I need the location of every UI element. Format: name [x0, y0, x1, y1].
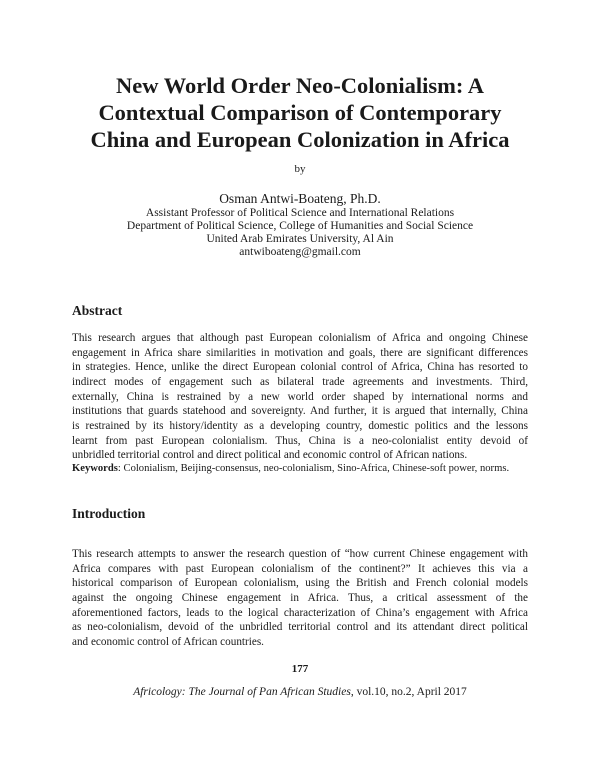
abstract-line: institutions that guards statehood and sovereignty. And further, it is argued that internally, China: [72, 405, 528, 418]
introduction-line: This research attempts to answer the research question of “how current Chinese engagement with: [72, 548, 528, 560]
abstract-line: This research argues that although past European colonialism of Africa and ongoing Chinese: [72, 332, 528, 344]
author-name: Osman Antwi-Boateng, Ph.D.: [219, 191, 381, 206]
title-line: China and European Colonization in Africa: [90, 127, 510, 152]
introduction-line: as neo-colonialism, devoid of the unbridled territorial control and its attendant direct political: [72, 621, 528, 634]
keywords-label: Keywords: [72, 463, 118, 474]
page-number: 177: [291, 663, 309, 675]
author-department: Department of Political Science, College of Humanities and Social Science: [126, 220, 474, 232]
introduction-heading: Introduction: [72, 506, 146, 521]
title-line: Contextual Comparison of Contemporary: [98, 100, 502, 125]
abstract-line: externally, China is restrained by a new world order shaped by international norms and: [72, 390, 528, 403]
byline: by: [294, 163, 306, 175]
title-line: New World Order Neo-Colonialism: A: [116, 73, 484, 98]
abstract-line: indirect modes of engagement such as bilateral trade agreements and investments. Third,: [72, 375, 528, 388]
abstract-line: engagement in Africa share similarities in motivation and goals, there are significant differences: [72, 346, 528, 359]
journal-name: Africology: The Journal of Pan African Studies: [133, 686, 351, 698]
introduction-line: historical comparison of European colonialism, using the British and French colonial models: [72, 577, 528, 590]
abstract-line: in strategies. Hence, unlike the direct European colonial control of Africa, China has resorted to: [72, 361, 528, 374]
introduction-line: against the ongoing Chinese engagement in Africa. Thus, a critical assessment of the: [72, 591, 528, 604]
author-email[interactable]: antwiboateng@gmail.com: [239, 246, 361, 258]
introduction-line: aforementioned factors, leads to the logical characterization of China’s engagement with Africa: [72, 606, 528, 619]
keywords-list: : Colonialism, Beijing-consensus, neo-colonialism, Sino-Africa, Chinese-soft power, norms.: [117, 463, 510, 474]
author-university: United Arab Emirates University, Al Ain: [206, 233, 394, 245]
introduction-paragraph: [72, 547, 528, 650]
abstract-line: is restrained by its history/identity as a developing country, domestic politics and the lessons: [72, 419, 528, 432]
abstract-heading: Abstract: [72, 303, 123, 318]
introduction-line: and economic control of African countries.: [72, 635, 264, 648]
paper-title: [40, 72, 560, 153]
journal-issue: , vol.10, no.2, April 2017: [350, 686, 467, 698]
abstract-line: unbridled territorial control and direct political and economic control of African nations.: [72, 449, 468, 462]
keywords: [72, 462, 509, 475]
journal-footer: [0, 685, 600, 699]
author-position: Assistant Professor of Political Science and International Relations: [145, 207, 455, 219]
abstract-line: learnt from past European colonialism. Thus, China is a neo-colonialist entity devoid of: [72, 434, 528, 447]
abstract-paragraph: [72, 331, 528, 463]
introduction-line: Africa compares with past European colonialism of the continent?” It achieves this via a: [72, 562, 528, 575]
